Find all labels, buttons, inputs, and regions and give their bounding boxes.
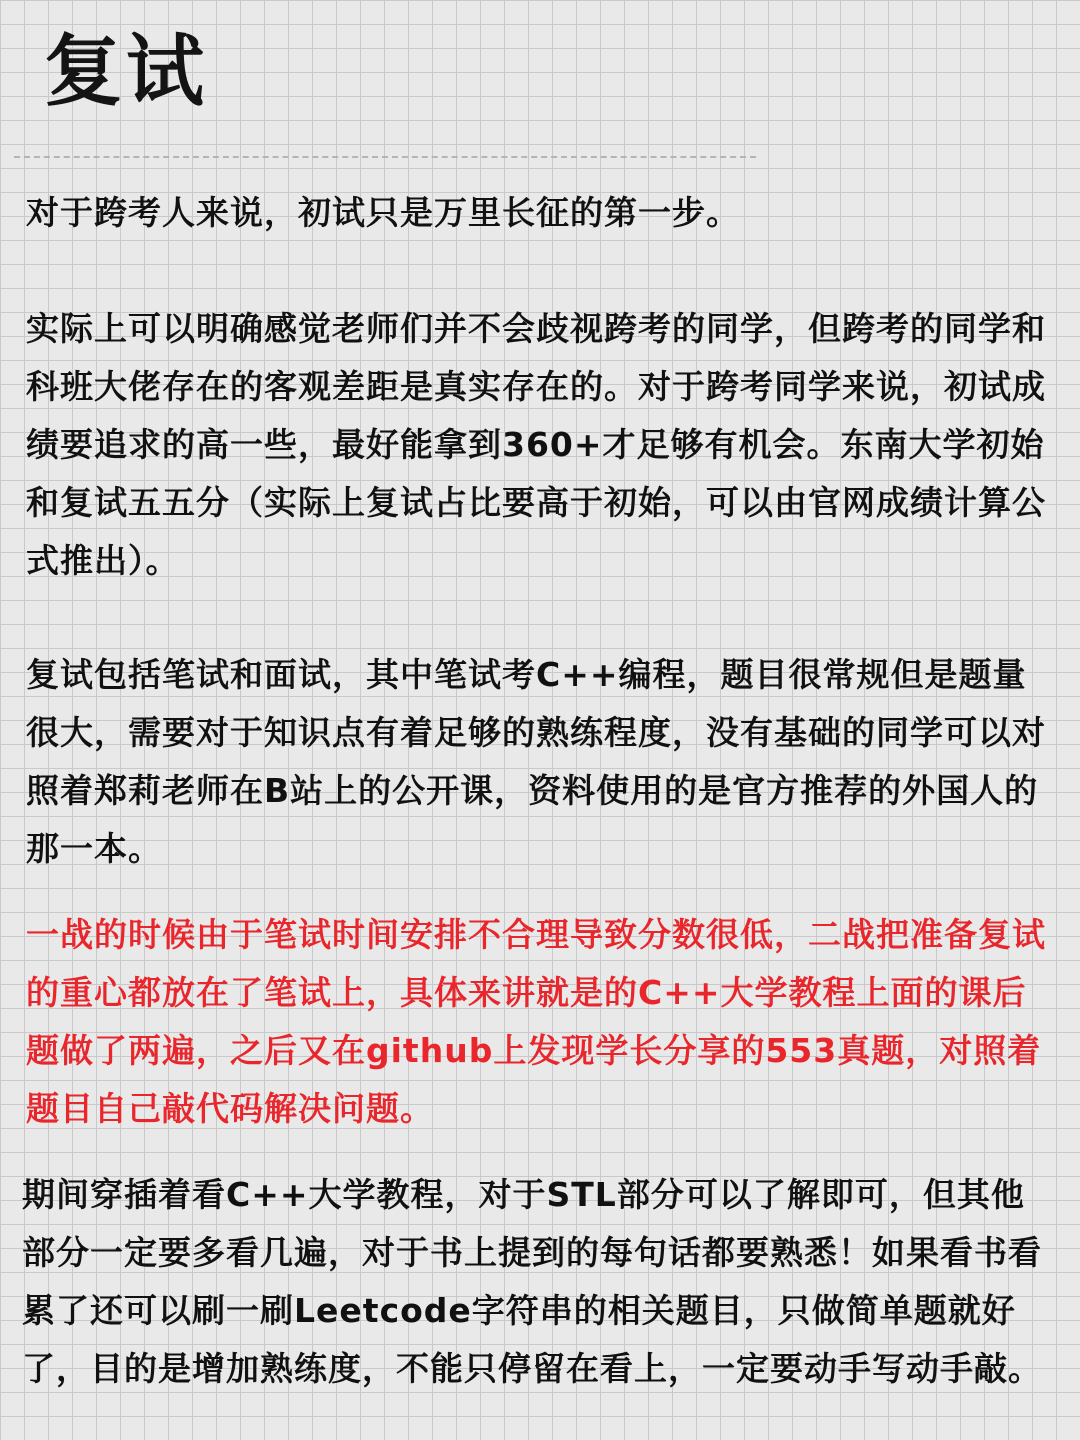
paragraph-score-gap: 实际上可以明确感觉老师们并不会歧视跨考的同学，但跨考的同学和科班大佬存在的客观差距是真实存在的。对于跨考同学来说，初试成绩要追求的高一些，最好能拿到360+才足够有机会。东南大学初始和复试五五分（实际上复试占比要高于初始，可以由官网成绩计算公式推出）。 bbox=[26, 309, 1046, 580]
paragraph-study-tips: 期间穿插着看C++大学教程，对于STL部分可以了解即可，但其他部分一定要多看几遍，对于书上提到的每句话都要熟悉！如果看书看累了还可以刷一刷Leetcode字符串的相关题目，只做简单题就好了，目的是增加熟练度，不能只停留在看上，一定要动手写动手敲。 bbox=[22, 1175, 1042, 1388]
dashed-divider bbox=[14, 156, 756, 158]
paragraph-highlight-experience: 一战的时候由于笔试时间安排不合理导致分数很低，二战把准备复试的重心都放在了笔试上，具体来讲就是的C++大学教程上面的课后题做了两遍，之后又在github上发现学长分享的553真题，对照着题目自己敲代码解决问题。 bbox=[26, 915, 1046, 1128]
page-title: 复试 bbox=[44, 26, 209, 117]
paragraph-written-exam: 复试包括笔试和面试，其中笔试考C++编程，题目很常规但是题量很大，需要对于知识点有着足够的熟练程度，没有基础的同学可以对照着郑莉老师在B站上的公开课，资料使用的是官方推荐的外国人的那一本。 bbox=[26, 655, 1046, 868]
paragraph-intro: 对于跨考人来说，初试只是万里长征的第一步。 bbox=[26, 193, 740, 232]
